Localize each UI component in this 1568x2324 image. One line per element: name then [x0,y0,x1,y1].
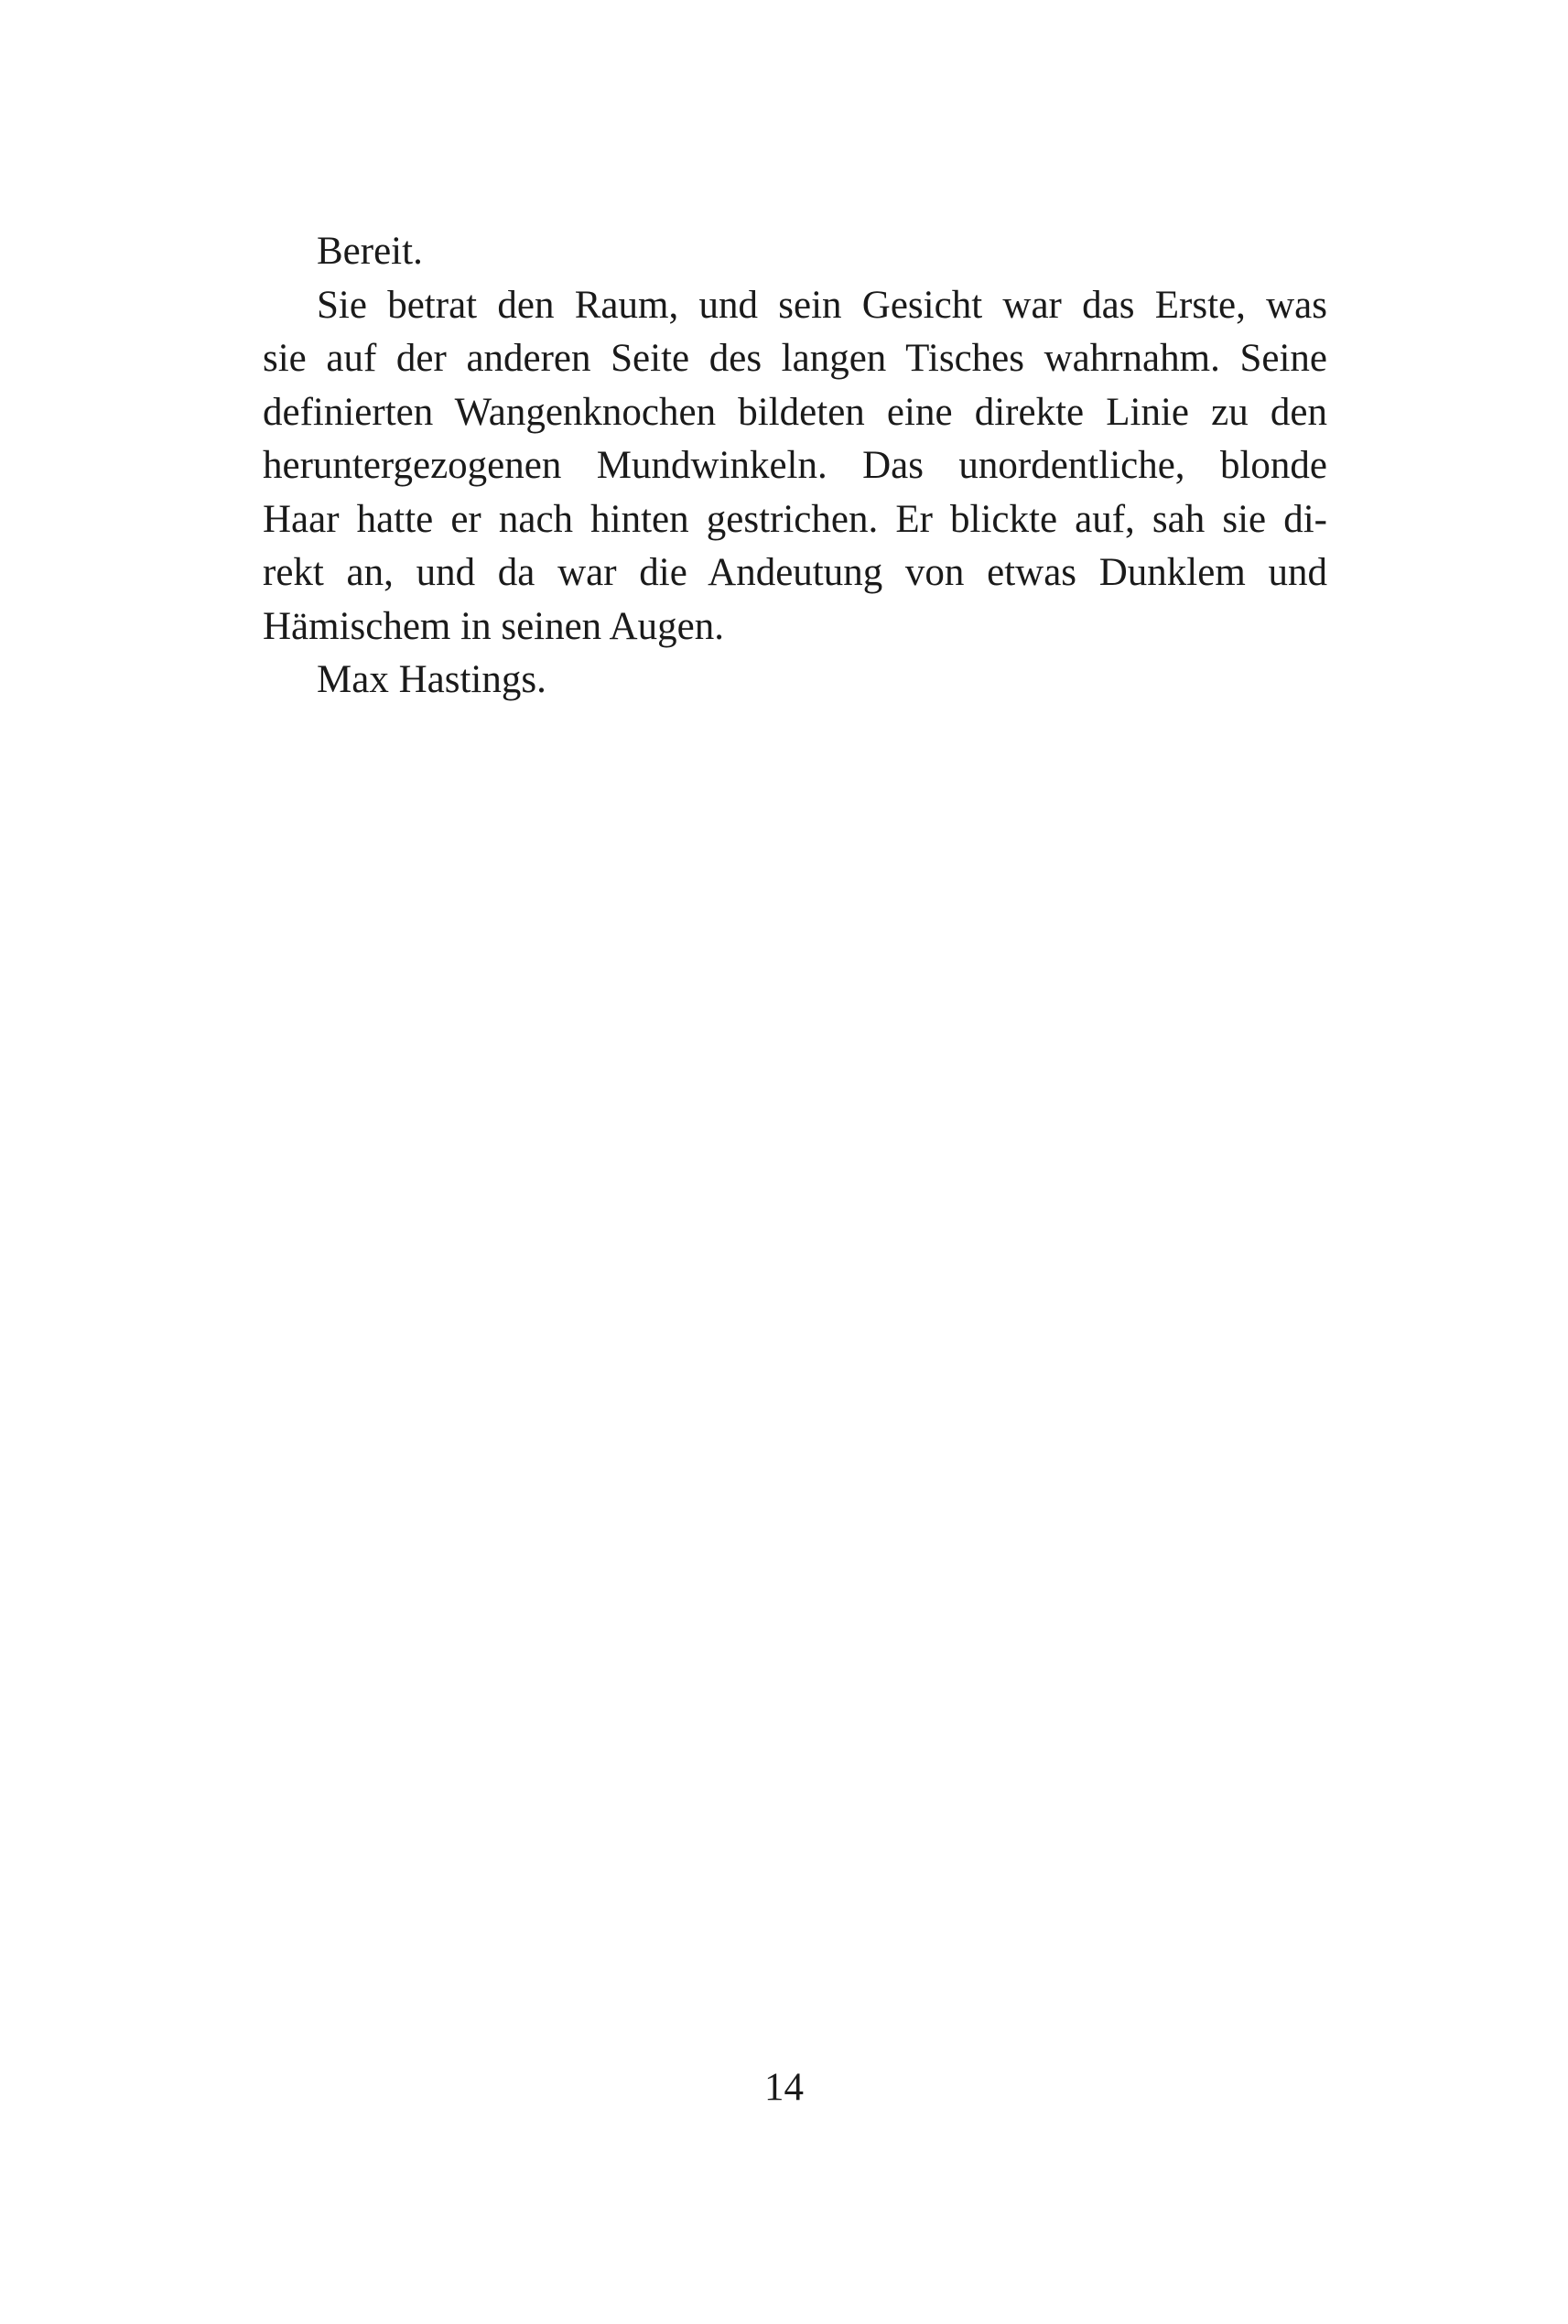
paragraph-line: rekt an, und da war die Andeutung von etwas Dunklem und [263,551,1327,594]
paragraph-line: Hämischem in seinen Augen. [263,604,724,648]
page-number: 14 [764,2066,804,2109]
paragraph-line: Max Hastings. [317,658,546,701]
paragraph-line: heruntergezogenen Mundwinkeln. Das unordentliche, blonde [263,444,1327,487]
paragraph-line: Sie betrat den Raum, und sein Gesicht war das Erste, was [317,283,1327,327]
paragraph-line: Bereit. [317,230,423,273]
body-text [263,225,1327,708]
paragraph-line: definierten Wangenknochen bildeten eine direkte Linie zu den [263,390,1327,434]
paragraph-line: Haar hatte er nach hinten gestrichen. Er blickte auf, sah sie di- [263,497,1327,541]
paragraph-line: sie auf der anderen Seite des langen Tisches wahrnahm. Seine [263,337,1327,380]
